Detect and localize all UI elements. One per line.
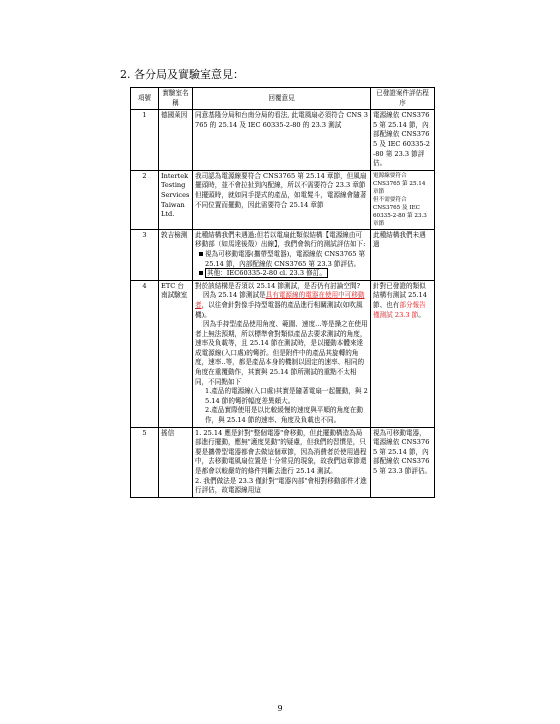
list-item: 1.產品的電源線(入口處)其實是隨著電扇一起擺動，與 25.14 節的彎折幅度差異頗大。 bbox=[205, 387, 368, 405]
evaluation-text: 視為可移動電器，電源線依 CNS3765 第 25.14 節，內部配線依 CNS3765 第 23.3 節評估。 bbox=[371, 427, 435, 497]
table-row bbox=[131, 427, 435, 497]
section-heading: 2. 各分局及實驗室意見： bbox=[120, 68, 244, 81]
evaluation-text: 針對已發證的類似結構有測試 25.14 節、也有部分報告僅測試 23.3 節。 bbox=[371, 280, 435, 427]
evaluation-text: 電源線依 CNS3765 第 25.14 節，內部配線依 CNS3765 及 IEC 60335-2-80 第 23.3 節評估。 bbox=[371, 110, 435, 171]
row-number: 4 bbox=[131, 280, 159, 427]
page-number: 9 bbox=[277, 704, 283, 713]
lab-name: Intertek Testing Services Taiwan Ltd. bbox=[159, 170, 193, 229]
list-item: 視為可移動電器(攜帶型電器)，電源線依 CNS3765 第 25.14 節，內部配線依 CNS3765 第 23.3 節評估。 bbox=[195, 250, 368, 269]
reply-text: 對於該結構是否須以 25.14 節測試，是否仍有討論空間? 因為 25.14 節測試是具有電源線的電器在使用中可移動者，以往會針對像手持型電器的產品進行相關測試(如吹風機)。 因為手持型產品使用角度、範圍、速度...等是操之在使用者上無法預期，所以標準會對類似產品去要求測試的角度，速率及負載等，且 25.14 節在測試時，是以擺動本體來達成電源線(入口處)的彎折。但是附件中的產品其旋轉的角度，速率..等，都是產品本身的機制以固定的速率、相同的角度在重覆動作，其實與 25.14 節所測試的重點不太相同，不同點如下 1.產品的電源線(入口處)其實是隨著電扇一起擺動，與 25.14 節的彎折幅度差異頗大。 2.產品實際使用是以比較緩慢的速度與平順的角度在動作，與 25.14 節的速率、角度及負載也不同。 bbox=[193, 280, 371, 427]
row-number: 5 bbox=[131, 427, 159, 497]
lab-name: ETC 台南試驗室 bbox=[159, 280, 193, 427]
row-number: 2 bbox=[131, 170, 159, 229]
row-number: 1 bbox=[131, 110, 159, 171]
lab-name: 德國萊因 bbox=[159, 110, 193, 171]
lab-name: 搖信 bbox=[159, 427, 193, 497]
header-evaluation: 已發證案件評估程序 bbox=[371, 88, 435, 110]
header-reply: 回覆意見 bbox=[193, 88, 371, 110]
header-lab-name: 實驗室名稱 bbox=[159, 88, 193, 110]
reply-text: 此種結構我們未遇過;但若以電扇此類似結構【電源線由可移動部（如馬達後殼）出線】，我們會執行的測試評估如下: 視為可移動電器(攜帶型電器)，電源線依 CNS3765 第 25.14 節，內部配線依 CNS3765 第 23.3 節評估。 其他：IEC60335-2-80 cl. 23.3 修訂。 bbox=[193, 229, 371, 280]
table-row bbox=[131, 110, 435, 171]
evaluation-text: 電源線要符合 CNS3765 第 25.14 章節 但不需要符合 CNS3765 及 IEC 60335-2-80 第 23.3 章節 bbox=[371, 170, 435, 229]
opinion-table bbox=[130, 87, 435, 498]
square-bullet-icon bbox=[199, 252, 203, 256]
reply-text: 同意基隆分局和台南分局的看法, 此電風扇必須符合 CNS 3765 的 25.14 及 IEC 60335-2-80 的 23.3 測試 bbox=[193, 110, 371, 171]
evaluation-text: 此種結構我們未遇過 bbox=[371, 229, 435, 280]
row-number: 3 bbox=[131, 229, 159, 280]
reply-text: 1. 25.14 應是針對"整個電器"會移動，但此擺動構造為局部進行擺動，應無"適度晃動"的疑慮，但我們的習慣是，只要是攜帶型電器都會去做這個章節，因為消費者於使用過程中，去移動電風扇位置是十分常見的現象，故我們這章節還是都會以較嚴苛的條件判斷去進行 25.14 測試。 2. 我們做法是 23.3 僅針對"電器內部"會相對移動部件才進行評估，故電源線用這 bbox=[193, 427, 371, 497]
table-row bbox=[131, 280, 435, 427]
list-item: 2.產品實際使用是以比較緩慢的速度與平順的角度在動作，與 25.14 節的速率、角度及負載也不同。 bbox=[205, 406, 363, 425]
list-item: 其他：IEC60335-2-80 cl. 23.3 修訂。 bbox=[195, 269, 368, 279]
table-header-row bbox=[131, 88, 435, 110]
lab-name: 敦吉檢測 bbox=[159, 229, 193, 280]
reply-text: 我司認為電源線要符合 CNS3765 第 25.14 章節，但風扇擺頭時，並不會拉扯到內配線，所以不需要符合 23.3 章節 但擺頭時，就如同手提式的產品，如電髮斗，電源線會隨著不同位置而擺動，因此需要符合 25.14 章節 bbox=[193, 170, 371, 229]
table-row bbox=[131, 170, 435, 229]
square-bullet-icon bbox=[199, 271, 203, 275]
header-item-no: 項號 bbox=[131, 88, 159, 110]
table-row bbox=[131, 229, 435, 280]
